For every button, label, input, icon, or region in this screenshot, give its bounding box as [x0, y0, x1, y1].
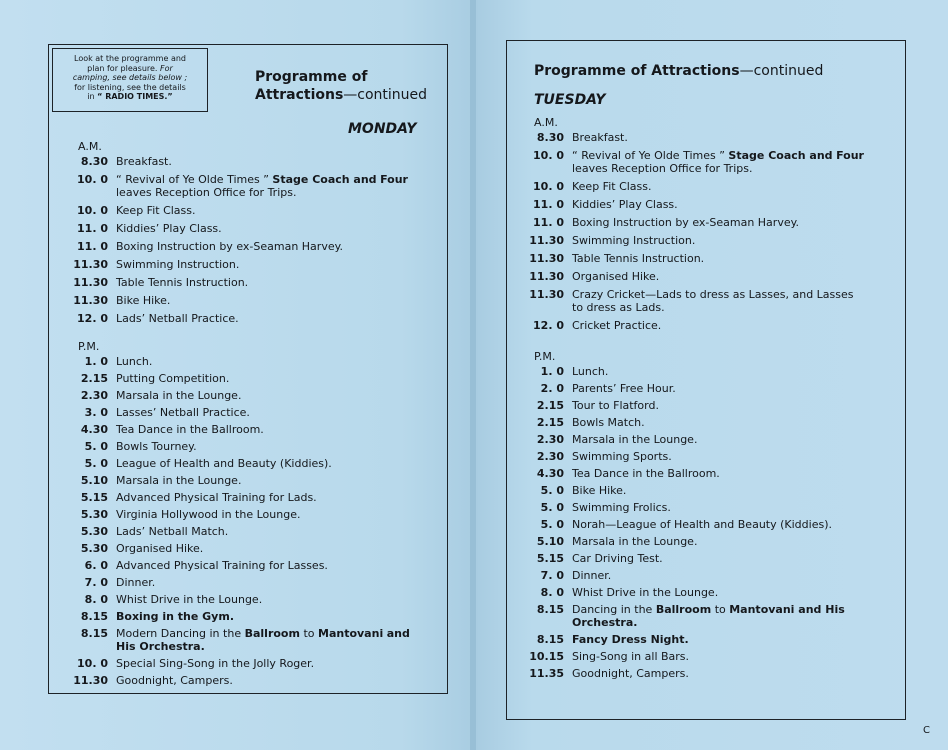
- entry-description: League of Health and Beauty (Kiddies).: [116, 457, 332, 470]
- entry-time: 7. 0: [84, 576, 108, 589]
- entry-time: 5. 0: [84, 457, 108, 470]
- schedule-entry: [68, 440, 428, 453]
- page-signature-letter: C: [923, 725, 930, 736]
- entry-time: 11.30: [73, 674, 108, 687]
- schedule-entry: [524, 633, 894, 646]
- schedule-entry: [68, 372, 428, 385]
- entry-time: 2.30: [536, 450, 564, 463]
- entry-time: 7. 0: [540, 569, 564, 582]
- schedule-entry: [68, 389, 428, 402]
- entry-description-part: Four: [380, 173, 408, 186]
- radio-times-note: [52, 48, 208, 112]
- entry-description: [116, 627, 428, 653]
- schedule-entry: [68, 240, 428, 253]
- entry-description-part: to: [303, 627, 315, 640]
- entry-time: 3. 0: [84, 406, 108, 419]
- entry-description: Lads’ Netball Practice.: [116, 312, 239, 325]
- entry-time: 4.30: [80, 423, 108, 436]
- schedule-entry: [68, 204, 428, 217]
- entry-time: 5. 0: [540, 518, 564, 531]
- schedule-entry: [524, 234, 894, 247]
- entry-description-part: leaves Reception Office for Trips.: [116, 186, 297, 199]
- schedule-entry: [524, 198, 894, 211]
- entry-description: Kiddies’ Play Class.: [572, 198, 678, 211]
- entry-description: Tea Dance in the Ballroom.: [116, 423, 264, 436]
- schedule-entry: [68, 155, 428, 168]
- entry-description-part: Orchestra.: [572, 616, 638, 629]
- entry-time: 11.30: [73, 276, 108, 289]
- left-title-line-1: Programme of: [255, 69, 368, 85]
- entry-time: 11.30: [529, 252, 564, 265]
- entry-description: Tea Dance in the Ballroom.: [572, 467, 720, 480]
- entry-description: Fancy Dress Night.: [572, 633, 689, 646]
- entry-description: Table Tennis Instruction.: [572, 252, 705, 265]
- left-title-line-2: [255, 86, 427, 104]
- entry-description: Sing-Song in all Bars.: [572, 650, 690, 663]
- entry-time: 10. 0: [77, 204, 108, 217]
- entry-description-part: Four: [836, 149, 864, 162]
- entry-time: 11.30: [529, 288, 564, 301]
- entry-description-part: and: [386, 627, 410, 640]
- entry-description: Lads’ Netball Match.: [116, 525, 229, 538]
- schedule-entry: [524, 252, 894, 265]
- entry-time: 5.10: [536, 535, 564, 548]
- schedule-entry: [68, 576, 428, 589]
- entry-time: 11.30: [529, 270, 564, 283]
- schedule-entry: [524, 650, 894, 663]
- entry-time: 1. 0: [84, 355, 108, 368]
- entry-description: Advanced Physical Training for Lasses.: [116, 559, 328, 572]
- left-title-attractions: Attractions: [255, 87, 344, 103]
- entry-description: Marsala in the Lounge.: [572, 433, 698, 446]
- entry-time: 5.15: [536, 552, 564, 565]
- schedule-entry: [68, 657, 428, 670]
- schedule-entry: [68, 491, 428, 504]
- entry-time: 11. 0: [77, 240, 108, 253]
- schedule-entry: [524, 180, 894, 193]
- left-page: [0, 0, 472, 750]
- entry-time: 2.15: [536, 416, 564, 429]
- entry-description: Marsala in the Lounge.: [116, 389, 242, 402]
- entry-time: 8.30: [80, 155, 108, 168]
- entry-time: 11. 0: [533, 216, 564, 229]
- schedule-entry: [524, 586, 894, 599]
- entry-description-part: Ballroom: [244, 627, 300, 640]
- entry-description: Norah—League of Health and Beauty (Kiddies).: [572, 518, 832, 531]
- schedule-entry: [68, 593, 428, 606]
- entry-description: Boxing Instruction by ex-Seaman Harvey.: [116, 240, 344, 253]
- entry-description: Table Tennis Instruction.: [116, 276, 249, 289]
- entry-description: [116, 173, 428, 199]
- schedule-entry: [68, 525, 428, 538]
- entry-description: Kiddies’ Play Class.: [116, 222, 222, 235]
- entry-description: Special Sing-Song in the Jolly Roger.: [116, 657, 315, 670]
- schedule-entry: [524, 450, 894, 463]
- schedule-entry: [68, 173, 428, 199]
- entry-description: Organised Hike.: [116, 542, 204, 555]
- right-title-continued: —continued: [739, 63, 824, 79]
- entry-time: 10.15: [529, 650, 564, 663]
- entry-time: 11. 0: [77, 222, 108, 235]
- left-am-list: [68, 155, 428, 330]
- schedule-entry: [68, 276, 428, 289]
- left-page-title: [255, 68, 427, 104]
- schedule-entry: [68, 222, 428, 235]
- left-title-continued: —continued: [343, 87, 428, 103]
- entry-time: 8.15: [536, 603, 564, 616]
- entry-description: Bike Hike.: [572, 484, 627, 497]
- entry-time: 2.30: [80, 389, 108, 402]
- schedule-entry: [68, 627, 428, 653]
- entry-description: Lasses’ Netball Practice.: [116, 406, 250, 419]
- entry-description: Bike Hike.: [116, 294, 171, 307]
- entry-description: Organised Hike.: [572, 270, 660, 283]
- left-am-label: A.M.: [78, 140, 102, 153]
- schedule-entry: [524, 270, 894, 283]
- right-title-programme: Programme of: [534, 63, 647, 79]
- entry-time: 5. 0: [540, 501, 564, 514]
- right-page-title: [534, 62, 823, 80]
- entry-description: Swimming Instruction.: [116, 258, 240, 271]
- entry-description-part: Stage Coach and: [728, 149, 833, 162]
- entry-description: Keep Fit Class.: [572, 180, 652, 193]
- schedule-entry: [524, 319, 894, 332]
- entry-description: Tour to Flatford.: [572, 399, 659, 412]
- entry-time: 12. 0: [533, 319, 564, 332]
- schedule-entry: [524, 535, 894, 548]
- entry-time: 5. 0: [540, 484, 564, 497]
- entry-time: 10. 0: [77, 173, 108, 186]
- entry-time: 2.30: [536, 433, 564, 446]
- entry-time: 12. 0: [77, 312, 108, 325]
- schedule-entry: [524, 399, 894, 412]
- schedule-entry: [524, 569, 894, 582]
- entry-description: Dinner.: [572, 569, 612, 582]
- entry-time: 8.15: [80, 627, 108, 640]
- entry-description: Breakfast.: [116, 155, 172, 168]
- schedule-entry: [524, 416, 894, 429]
- entry-description: Bowls Tourney.: [116, 440, 197, 453]
- entry-description: Swimming Frolics.: [572, 501, 671, 514]
- schedule-entry: [524, 667, 894, 680]
- entry-description-part: “ Revival of Ye Olde Times ”: [116, 173, 269, 186]
- schedule-entry: [524, 552, 894, 565]
- entry-description-part: “ Revival of Ye Olde Times ”: [572, 149, 725, 162]
- entry-description: Car Driving Test.: [572, 552, 663, 565]
- entry-description: Cricket Practice.: [572, 319, 662, 332]
- schedule-entry: [68, 674, 428, 687]
- entry-time: 11.30: [529, 234, 564, 247]
- note-line-5: [59, 92, 201, 102]
- entry-time: 10. 0: [77, 657, 108, 670]
- schedule-entry: [68, 355, 428, 368]
- schedule-entry: [524, 603, 894, 629]
- day-heading-monday: MONDAY: [348, 121, 417, 137]
- entry-time: 5.30: [80, 525, 108, 538]
- entry-description: Putting Competition.: [116, 372, 230, 385]
- schedule-entry: [524, 216, 894, 229]
- schedule-entry: [68, 559, 428, 572]
- entry-time: 5.10: [80, 474, 108, 487]
- entry-description: Whist Drive in the Lounge.: [116, 593, 263, 606]
- right-title-attractions: Attractions: [651, 63, 740, 79]
- right-am-list: [524, 131, 894, 337]
- schedule-entry: [68, 406, 428, 419]
- entry-description: Swimming Instruction.: [572, 234, 696, 247]
- entry-time: 10. 0: [533, 180, 564, 193]
- right-pm-list: [524, 365, 894, 684]
- entry-time: 5.30: [80, 508, 108, 521]
- entry-time: 11.35: [529, 667, 564, 680]
- schedule-entry: [68, 457, 428, 470]
- entry-description: Bowls Match.: [572, 416, 645, 429]
- day-heading-tuesday: TUESDAY: [534, 92, 606, 108]
- note-line-2b: For: [160, 63, 173, 73]
- entry-time: 5.15: [80, 491, 108, 504]
- entry-description-part: to: [714, 603, 726, 616]
- entry-description-part: His Orchestra.: [116, 640, 205, 653]
- entry-description: Whist Drive in the Lounge.: [572, 586, 719, 599]
- note-line-2: [59, 64, 201, 74]
- entry-description: Lunch.: [572, 365, 609, 378]
- entry-description: Parents’ Free Hour.: [572, 382, 676, 395]
- schedule-entry: [68, 508, 428, 521]
- entry-description: Goodnight, Campers.: [572, 667, 689, 680]
- entry-time: 8.15: [536, 633, 564, 646]
- entry-description: Dinner.: [116, 576, 156, 589]
- entry-description-part: Crazy Cricket—Lads to dress as Lasses, and Lasses: [572, 288, 854, 301]
- entry-time: 8. 0: [540, 586, 564, 599]
- schedule-entry: [68, 312, 428, 325]
- entry-description-part: Dancing in the: [572, 603, 653, 616]
- entry-time: 11. 0: [533, 198, 564, 211]
- schedule-entry: [68, 258, 428, 271]
- note-line-5a: in: [87, 92, 95, 101]
- right-am-label: A.M.: [534, 116, 558, 129]
- right-page: [476, 0, 948, 750]
- entry-description: [572, 603, 894, 629]
- entry-description: Virginia Hollywood in the Lounge.: [116, 508, 301, 521]
- entry-description-part: Ballroom: [655, 603, 712, 616]
- note-line-4: for listening, see the details: [74, 82, 186, 92]
- entry-time: 5.30: [80, 542, 108, 555]
- entry-description: Boxing Instruction by ex-Seaman Harvey.: [572, 216, 800, 229]
- entry-description-part: Mantovani and His: [729, 603, 845, 616]
- schedule-entry: [68, 294, 428, 307]
- schedule-entry: [524, 131, 894, 144]
- entry-time: 2. 0: [540, 382, 564, 395]
- entry-description: Marsala in the Lounge.: [116, 474, 242, 487]
- entry-time: 6. 0: [84, 559, 108, 572]
- entry-time: 1. 0: [540, 365, 564, 378]
- schedule-entry: [524, 288, 894, 314]
- entry-time: 2.15: [80, 372, 108, 385]
- entry-description: Goodnight, Campers.: [116, 674, 233, 687]
- schedule-entry: [524, 382, 894, 395]
- schedule-entry: [68, 423, 428, 436]
- entry-description: Lunch.: [116, 355, 153, 368]
- note-line-3: camping, see details below ;: [72, 73, 188, 82]
- left-pm-list: [68, 355, 428, 691]
- entry-description: Swimming Sports.: [572, 450, 672, 463]
- entry-description: [572, 288, 894, 314]
- entry-time: 11.30: [73, 294, 108, 307]
- entry-description: [572, 149, 894, 175]
- entry-description: Keep Fit Class.: [116, 204, 196, 217]
- schedule-entry: [524, 149, 894, 175]
- schedule-entry: [68, 542, 428, 555]
- entry-time: 10. 0: [533, 149, 564, 162]
- schedule-entry: [524, 365, 894, 378]
- entry-time: 8.15: [80, 610, 108, 623]
- entry-description: Boxing in the Gym.: [116, 610, 234, 623]
- entry-description: Breakfast.: [572, 131, 628, 144]
- entry-description-part: to dress as Lads.: [572, 301, 665, 314]
- entry-description-part: Stage Coach and: [272, 173, 377, 186]
- entry-time: 2.15: [536, 399, 564, 412]
- entry-description: Marsala in the Lounge.: [572, 535, 698, 548]
- schedule-entry: [68, 474, 428, 487]
- schedule-entry: [524, 518, 894, 531]
- schedule-entry: [68, 610, 428, 623]
- schedule-entry: [524, 467, 894, 480]
- right-pm-label: P.M.: [534, 350, 556, 363]
- left-pm-label: P.M.: [78, 340, 100, 353]
- schedule-entry: [524, 484, 894, 497]
- entry-time: 8.30: [536, 131, 564, 144]
- entry-description-part: Modern Dancing in the: [116, 627, 242, 640]
- schedule-entry: [524, 501, 894, 514]
- schedule-entry: [524, 433, 894, 446]
- entry-description-part: Mantovani: [318, 627, 384, 640]
- note-line-1: Look at the programme and: [74, 54, 186, 63]
- entry-time: 8. 0: [84, 593, 108, 606]
- entry-time: 11.30: [73, 258, 108, 271]
- note-line-2a: plan for pleasure.: [87, 63, 158, 73]
- entry-time: 4.30: [536, 467, 564, 480]
- entry-description: Advanced Physical Training for Lads.: [116, 491, 317, 504]
- entry-time: 5. 0: [84, 440, 108, 453]
- note-line-5b: “ RADIO TIMES.”: [97, 92, 173, 101]
- entry-description-part: leaves Reception Office for Trips.: [572, 162, 753, 175]
